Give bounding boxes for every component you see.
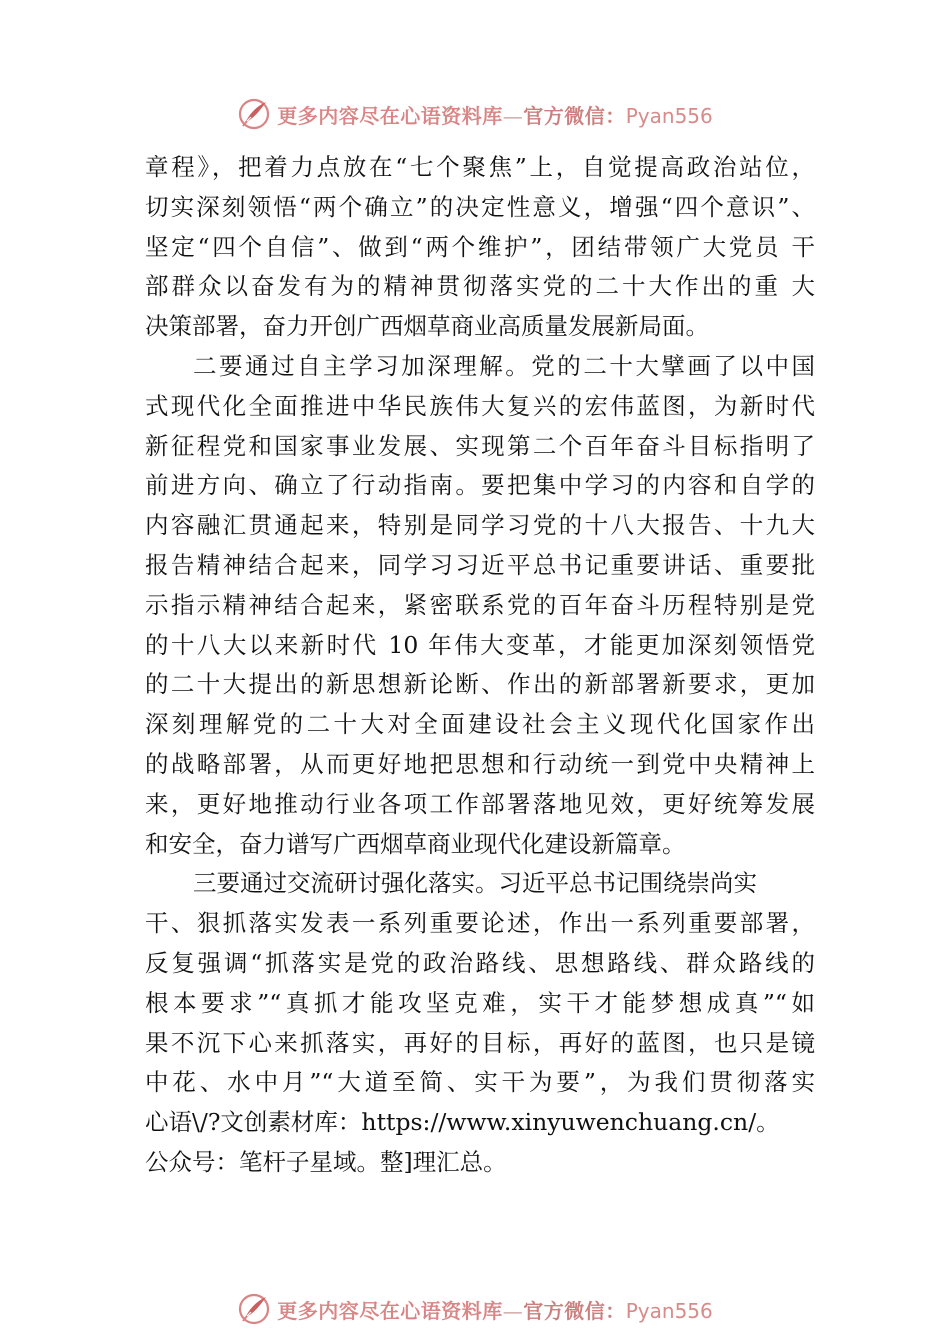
- text-line: 反复强调“抓落实是党的政治路线、思想路线、群众路线的: [145, 948, 815, 977]
- banner-title: 更多内容尽在心语资料库: [277, 103, 503, 128]
- text-line: 来，更好地推动行业各项工作部署落地见效，更好统筹发展: [145, 789, 815, 818]
- text-line: 的二十大提出的新思想新论断、作出的新部署新要求，更加: [145, 670, 815, 699]
- text-line: 深刻理解党的二十大对全面建设社会主义现代化国家作出: [145, 710, 815, 739]
- header-banner: [0, 94, 950, 134]
- text-line: 示指示精神结合起来，紧密联系党的百年奋斗历程特别是党: [145, 590, 815, 619]
- text-line: 部群众以奋发有为的精神贯彻落实党的二十大作出的重 大: [145, 272, 815, 301]
- source-note-line: 心语\/?文创素材库：https://www.xinyuwenchuang.cn/。: [145, 1108, 780, 1137]
- banner-text: [277, 1295, 713, 1324]
- text-line: 切实深刻领悟“两个确立”的决定性意义，增强“四个意识”、: [145, 192, 815, 221]
- text-line: 式现代化全面推进中华民族伟大复兴的宏伟蓝图，为新时代: [145, 391, 815, 420]
- paragraph-start-line: 三要通过交流研讨强化落实。习近平总书记围绕崇尚实: [193, 869, 757, 898]
- document-body: [145, 148, 815, 1183]
- text-line: 决策部署，奋力开创广西烟草商业高质量发展新局面。: [145, 312, 709, 341]
- text-line: 坚定“四个自信”、做到“两个维护”，团结带领广大党员 干: [145, 232, 815, 261]
- quill-logo-icon: [237, 97, 271, 131]
- paragraph-start-line: 二要通过自主学习加深理解。党的二十大擘画了以中国: [193, 351, 815, 380]
- banner-separator: —: [502, 1298, 524, 1323]
- text-line: 内容融汇贯通起来，特别是同学习党的十八大报告、十九大: [145, 511, 815, 540]
- text-line: 章程》，把着力点放在“七个聚焦”上，自觉提高政治站位，: [145, 153, 815, 181]
- text-line: 果不沉下心来抓落实，再好的目标，再好的蓝图，也只是镜: [145, 1028, 815, 1057]
- banner-text: [277, 100, 713, 129]
- banner-wechat-id: Pyan556: [625, 1298, 713, 1323]
- text-line: 根本要求”“真抓才能攻坚克难，实干才能梦想成真”“如: [145, 988, 815, 1017]
- banner-separator: —: [502, 103, 524, 128]
- banner-wechat-id: Pyan556: [625, 103, 713, 128]
- text-line: 干、狠抓落实发表一系列重要论述，作出一系列重要部署，: [145, 909, 815, 938]
- text-line: 的战略部署，从而更好地把思想和行动统一到党中央精神上: [145, 749, 815, 778]
- banner-wechat-label: 官方微信：: [523, 1298, 626, 1323]
- banner-wechat-label: 官方微信：: [523, 103, 626, 128]
- text-line: 中花、水中月”“大道至简、实干为要”，为我们贯彻落实: [145, 1068, 815, 1097]
- quill-logo-icon: [237, 1292, 271, 1326]
- banner-title: 更多内容尽在心语资料库: [277, 1298, 503, 1323]
- text-line: 新征程党和国家事业发展、实现第二个百年奋斗目标指明了: [145, 431, 815, 460]
- text-line: 前进方向、确立了行动指南。要把集中学习的内容和自学的: [145, 471, 815, 500]
- text-line: 和安全，奋力谱写广西烟草商业现代化建设新篇章。: [145, 829, 686, 858]
- text-line: 报告精神结合起来，同学习习近平总书记重要讲话、重要批: [145, 550, 815, 579]
- source-note-line: 公众号：笔杆子星域。整]理汇总。: [145, 1147, 507, 1176]
- footer-banner: [0, 1289, 950, 1329]
- text-line: 的十八大以来新时代 10 年伟大变革，才能更加深刻领悟党: [145, 630, 815, 659]
